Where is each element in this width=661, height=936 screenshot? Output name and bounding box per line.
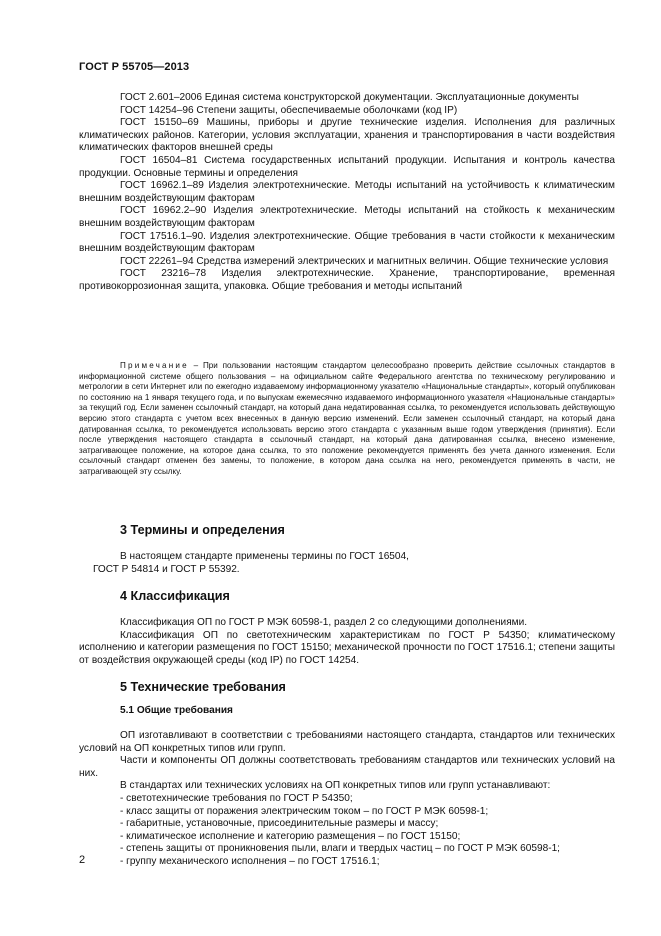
section-3-text-cont: ГОСТ Р 54814 и ГОСТ Р 55392. <box>93 563 240 575</box>
document-header: ГОСТ Р 55705—2013 <box>79 61 190 73</box>
reference-item: ГОСТ 23216–78 Изделия электротехнические. Хранение, транспортирование, временная противокоррозионная защита, упаковка. Общие требования и методы испытаний <box>79 268 615 292</box>
requirements-list-item: - степень защиты от проникновения пыли, влаги и твердых частиц – по ГОСТ Р МЭК 60598-1; <box>120 843 560 855</box>
requirements-list-item: - климатическое исполнение и категорию размещения – по ГОСТ 15150; <box>120 830 461 842</box>
section-5-title: 5 Технические требования <box>120 680 286 694</box>
section-5-1-paragraph: ОП изготавливают в соответствии с требованиями настоящего стандарта, стандартов или технических условий на ОП конкретных типов или групп. <box>79 730 615 754</box>
section-3-body <box>79 551 615 576</box>
section-5-1-paragraph: В стандартах или технических условиях на ОП конкретных типов или групп устанавливают: <box>120 780 551 792</box>
reference-item: ГОСТ 17516.1–90. Изделия электротехнические. Общие требования в части стойкости к механическим внешним воздействующим факторам <box>79 230 615 255</box>
reference-note <box>79 361 615 478</box>
normative-references <box>79 92 615 294</box>
reference-item: ГОСТ 16962.1–89 Изделия электротехнические. Методы испытаний на устойчивость к климатическим внешним воздействующим факторам <box>79 180 615 204</box>
note-text: – При пользовании настоящим стандартом целесообразно проверить действие ссылочных стандартов в информационной системе общего пользования – на официальном сайте Федерального агентства по техническому регулированию и метрологии в сети Интернет или по ежегодно издаваемому информационному указателю «Национальные стандарты», который опубликован по состоянию на 1 января текущего года, и по выпускам ежемесячно издаваемого информационного указателя «Национальные стандарты» за текущий год. Если заменен ссылочный стандарт, на который дана недатированная ссылка, то рекомендуется использовать действующую версию этого стандарта с учетом всех внесенных в данную версию изменений. Если заменен ссылочный стандарт, на который дана датированная ссылка, то рекомендуется использовать версию этого стандарта с указанным выше годом утверждения (принятия). Если после утверждения настоящего стандарта в ссылочный стандарт, на который дана датированная ссылка, внесено изменение, затрагивающее положение, на которое дана ссылка, то это положение рекомендуется применять без учета данного изменения. Если ссылочный стандарт отменен без замены, то положение, в котором дана ссылка на него, рекомендуется применять в части, не затрагивающей эту ссылку. <box>79 361 615 476</box>
note-label: Примечание <box>120 361 189 370</box>
reference-item: ГОСТ 14254–96 Степени защиты, обеспечиваемые оболочками (код IP) <box>120 104 458 116</box>
section-4-paragraph: Классификация ОП по ГОСТ Р МЭК 60598-1, раздел 2 со следующими дополнениями. <box>120 617 528 628</box>
reference-item: ГОСТ 22261–94 Средства измерений электрических и магнитных величин. Общие технические условия <box>120 255 609 267</box>
section-5-1-paragraph: Части и компоненты ОП должны соответствовать требованиям стандартов или технических условий на них. <box>79 755 615 779</box>
requirements-list-item: - группу механического исполнения – по ГОСТ 17516.1; <box>120 855 380 867</box>
page-number: 2 <box>79 854 86 866</box>
requirements-list-item: - габаритные, установочные, присоединительные размеры и массу; <box>120 818 439 830</box>
requirements-list-item: - светотехнические требования по ГОСТ Р 54350; <box>120 792 353 804</box>
reference-item: ГОСТ 16962.2–90 Изделия электротехнические. Методы испытаний на стойкость к механическим внешним воздействующим факторам <box>79 205 615 229</box>
section-5-1-body <box>79 730 615 869</box>
reference-item: ГОСТ 2.601–2006 Единая система конструкторской документации. Эксплуатационные документы <box>120 92 579 103</box>
section-3-text: В настоящем стандарте применены термины по ГОСТ 16504, <box>120 551 409 562</box>
section-3-title: 3 Термины и определения <box>120 523 285 537</box>
requirements-list-item: - класс защиты от поражения электрическим током – по ГОСТ Р МЭК 60598-1; <box>120 805 489 817</box>
section-4-body <box>79 617 615 667</box>
section-4-title: 4 Классификация <box>120 589 230 603</box>
section-4-paragraph: Классификация ОП по светотехническим характеристикам по ГОСТ Р 54350; климатическому исполнению и категории размещения по ГОСТ 15150; механической прочности по ГОСТ 17516.1; степени защиты от воздействия окружающей среды (код IP) по ГОСТ 14254. <box>79 629 615 666</box>
reference-item: ГОСТ 16504–81 Система государственных испытаний продукции. Испытания и контроль качества продукции. Основные термины и определения <box>79 154 615 179</box>
reference-item: ГОСТ 15150–69 Машины, приборы и другие технические изделия. Исполнения для различных климатических районов. Категории, условия эксплуатации, хранения и транспортирования в части воздействия климатических факторов внешней среды <box>79 117 615 154</box>
note-paragraph <box>79 361 615 478</box>
subsection-5-1-title: 5.1 Общие требования <box>120 705 233 716</box>
